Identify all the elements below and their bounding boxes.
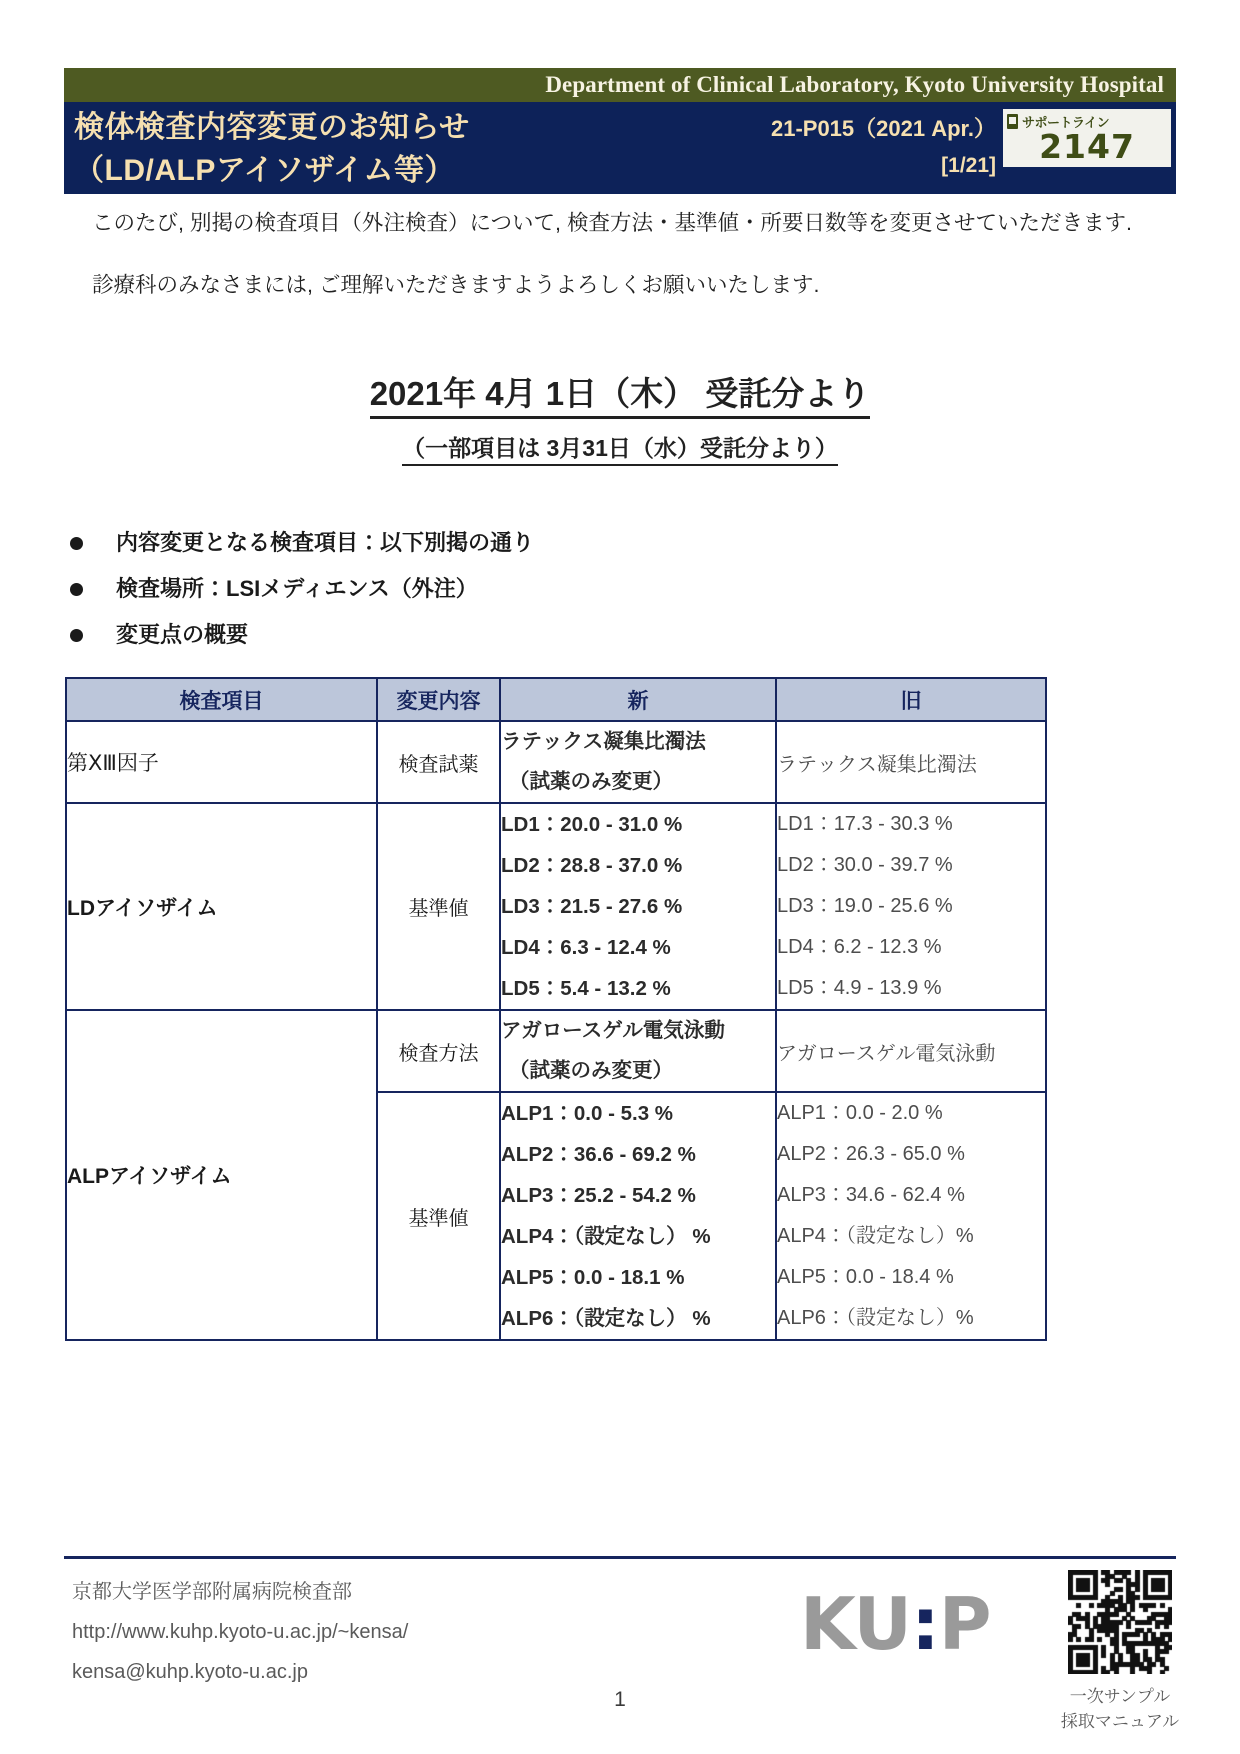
old-alp6: ALP6：（設定なし）% [777,1307,974,1329]
column-header-old: 旧 [776,678,1046,721]
old-alp2: ALP2：26.3 - 65.0 % [777,1143,965,1165]
qr-caption-line-2: 採取マニュアル [1060,1712,1180,1731]
table-row [66,1010,1046,1092]
new-method-main: ラテックス凝集比濁法 [501,730,706,753]
department-name-en: Department of Clinical Laboratory, Kyoto University Hospital [545,72,1164,97]
page-title-line2: （LD/ALPアイソザイム等） [74,154,456,187]
row-old-alp-method: アガロースゲル電気泳動 [776,1010,1046,1092]
bullet-icon [70,537,83,550]
qr-code[interactable] [1068,1570,1172,1674]
row-kind-ld-isozyme: 基準値 [377,803,500,1010]
support-line-label: サポートライン [1022,114,1110,130]
intro-paragraph-1: このたび, 別掲の検査項目（外注検査）について, 検査方法・基準値・所要日数等を変更させていただきます. [92,211,1132,235]
qr-code-image [1068,1570,1172,1674]
footer-contact-block [72,1572,408,1692]
support-line-number: 2147 [1039,127,1135,166]
bullet-label-1: 内容変更となる検査項目：以下別掲の通り [116,530,535,555]
column-header-new: 新 [500,678,776,721]
old-alp5: ALP5：0.0 - 18.4 % [777,1266,954,1288]
header-department-bar [64,68,1176,102]
effective-date-note [0,430,1240,463]
effective-date-note-text: （一部項目は 3月31日（水）受託分より） [402,435,838,466]
summary-bullet-list [64,528,1064,666]
row-item-factor13: 第ⅩⅢ因子 [66,721,377,803]
table-row [66,803,1046,1010]
logo-text-right: P [938,1582,991,1666]
footer-email-address[interactable]: kensa@kuhp.kyoto-u.ac.jp [72,1661,308,1683]
footer-organization: 京都大学医学部附属病院検査部 [72,1581,352,1603]
qr-caption-line-1: 一次サンプル [1069,1687,1171,1706]
old-ld2: LD2：30.0 - 39.7 % [777,854,953,876]
new-ld5: LD5：5.4 - 13.2 % [501,977,671,1000]
row-item-ld-isozyme: LDアイソザイム [66,803,377,1010]
list-item [64,620,1064,666]
row-old-alp-values [776,1092,1046,1340]
intro-paragraph-2: 診療科のみなさまには, ご理解いただきますようよろしくお願いいたします. [92,273,820,297]
new-alp6: ALP6：（設定なし） % [501,1307,711,1330]
old-alp4: ALP4：（設定なし）% [777,1225,974,1247]
page-number: 1 [614,1688,626,1711]
new-alp-method-main: アガロースゲル電気泳動 [501,1019,725,1042]
new-alp3: ALP3：25.2 - 54.2 % [501,1184,696,1207]
new-ld4: LD4：6.3 - 12.4 % [501,936,671,959]
row-old-factor13: ラテックス凝集比濁法 [776,721,1046,803]
new-ld1: LD1：20.0 - 31.0 % [501,813,683,836]
new-ld2: LD2：28.8 - 37.0 % [501,854,683,877]
document-header [64,68,1176,194]
bullet-icon [70,629,83,642]
old-ld4: LD4：6.2 - 12.3 % [777,936,942,958]
new-alp-method-sub: （試薬のみ変更） [509,1059,673,1082]
footer-divider [64,1556,1176,1559]
kuhp-logo [800,1582,991,1666]
row-new-ld-values [500,803,776,1010]
effective-date-heading [0,368,1240,415]
new-alp2: ALP2：36.6 - 69.2 % [501,1143,696,1166]
new-alp4: ALP4：（設定なし） % [501,1225,711,1248]
bullet-icon [70,583,83,596]
page-title-line1: 検体検査内容変更のお知らせ [74,111,470,144]
table-header-row [66,678,1046,721]
list-item [64,528,1064,574]
header-title-bar [64,102,1176,194]
new-alp5: ALP5：0.0 - 18.1 % [501,1266,685,1289]
new-ld3: LD3：21.5 - 27.6 % [501,895,683,918]
new-method-sub: （試薬のみ変更） [509,770,673,793]
old-alp1: ALP1：0.0 - 2.0 % [777,1102,943,1124]
page-reference: [1/21] [941,154,996,177]
old-ld5: LD5：4.9 - 13.9 % [777,977,942,999]
document-code: 21-P015（2021 Apr.） [770,116,996,141]
old-ld1: LD1：17.3 - 30.3 % [777,813,953,835]
column-header-change-kind: 変更内容 [377,678,500,721]
logo-colon: : [911,1582,939,1666]
new-alp1: ALP1：0.0 - 5.3 % [501,1102,674,1125]
row-kind-alp-method: 検査方法 [377,1010,500,1092]
row-new-alp-values [500,1092,776,1340]
logo-text-left: KU [800,1582,911,1666]
row-new-factor13 [500,721,776,803]
list-item [64,574,1064,620]
row-new-alp-method [500,1010,776,1092]
bullet-label-2: 検査場所：LSIメディエンス（外注） [116,576,478,601]
footer-website-url[interactable]: http://www.kuhp.kyoto-u.ac.jp/~kensa/ [72,1621,409,1643]
phone-icon [1007,114,1018,129]
table-row [66,721,1046,803]
old-alp3: ALP3：34.6 - 62.4 % [777,1184,965,1206]
intro-section [64,203,1174,305]
row-item-alp-isozyme: ALPアイソザイム [66,1010,377,1340]
changes-table [65,677,1047,1341]
column-header-item: 検査項目 [66,678,377,721]
row-old-ld-values [776,803,1046,1010]
effective-date-text: 2021年 4月 1日（木） 受託分より [370,375,871,419]
bullet-label-3: 変更点の概要 [116,622,249,647]
page-title [74,106,470,192]
support-line-badge [1003,109,1171,167]
row-kind-alp-reference: 基準値 [377,1092,500,1340]
old-ld3: LD3：19.0 - 25.6 % [777,895,953,917]
row-kind-factor13: 検査試薬 [377,721,500,803]
